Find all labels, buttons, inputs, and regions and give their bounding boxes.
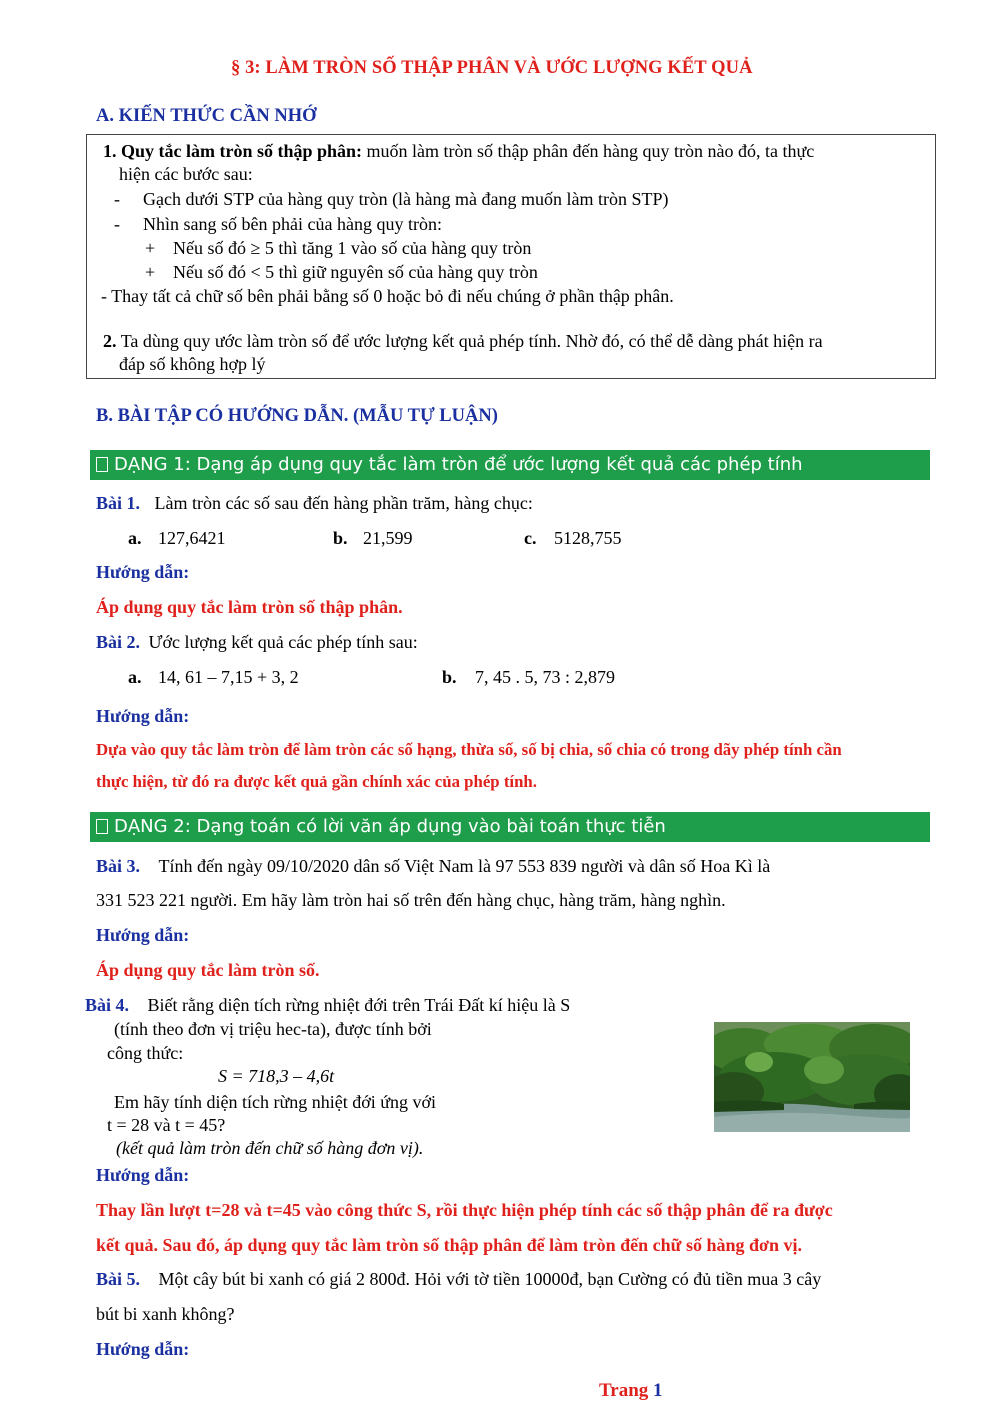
sub2-text: Nếu số đó < 5 thì giữ nguyên số của hàng quy tròn bbox=[173, 262, 538, 282]
bai5-label: Bài 5. bbox=[96, 1269, 141, 1289]
bai1-label: Bài 1. bbox=[96, 493, 141, 513]
bai4-line6: (kết quả làm tròn đến chữ số hàng đơn vị). bbox=[116, 1138, 424, 1158]
bai2-a-label: a. bbox=[128, 667, 142, 687]
hint-4-line1: Thay lần lượt t=28 và t=45 vào công thức S, rồi thực hiện phép tính các số thập phân để ra được bbox=[96, 1200, 833, 1220]
bai2-text: Ước lượng kết quả các phép tính sau: bbox=[148, 632, 418, 652]
rule2-text: Ta dùng quy ước làm tròn số để ước lượng kết quả phép tính. Nhờ đó, có thể dễ dàng phát hiện ra bbox=[120, 331, 823, 351]
checkbox-glyph-icon bbox=[96, 457, 108, 472]
bai5-line1 bbox=[96, 1269, 821, 1290]
hint-1: Áp dụng quy tắc làm tròn số thập phân. bbox=[96, 597, 403, 617]
rule1-line1 bbox=[103, 141, 814, 162]
hint-2-line2: thực hiện, từ đó ra được kết quả gần chính xác của phép tính. bbox=[96, 772, 537, 791]
bai1-a-label: a. bbox=[128, 528, 142, 548]
rule1-rest: muốn làm tròn số thập phân đến hàng quy tròn nào đó, ta thực bbox=[366, 141, 815, 161]
bai4-text1: Biết rằng diện tích rừng nhiệt đới trên Trái Đất kí hiệu là S bbox=[147, 995, 571, 1015]
rule2-line1 bbox=[103, 331, 823, 352]
huong-dan-5: Hướng dẫn: bbox=[96, 1339, 190, 1359]
page-footer bbox=[599, 1380, 663, 1402]
bai4-label: Bài 4. bbox=[85, 995, 130, 1015]
bai3-label: Bài 3. bbox=[96, 856, 141, 876]
bai2-line bbox=[96, 632, 418, 653]
rainforest-river-photo bbox=[714, 1022, 910, 1132]
bai4-formula: S = 718,3 – 4,6t bbox=[218, 1066, 335, 1086]
bai2-a-expr: 14, 61 – 7,15 + 3, 2 bbox=[158, 667, 299, 687]
rule2-line2: đáp số không hợp lý bbox=[119, 354, 266, 374]
rule2-number: 2. bbox=[103, 331, 117, 351]
rule1-bold: Quy tắc làm tròn số thập phân: bbox=[121, 141, 363, 161]
bai1-b-label: b. bbox=[333, 528, 348, 548]
page-footer-label: Trang bbox=[599, 1380, 649, 1401]
bai2-b-expr: 7, 45 . 5, 73 : 2,879 bbox=[475, 667, 616, 687]
step1-text: Gạch dưới STP của hàng quy tròn (là hàng mà đang muốn làm tròn STP) bbox=[143, 189, 669, 209]
section-a-heading: A. KIẾN THỨC CẦN NHỚ bbox=[96, 106, 317, 126]
bai1-text: Làm tròn các số sau đến hàng phần trăm, hàng chục: bbox=[154, 493, 533, 513]
huong-dan-2: Hướng dẫn: bbox=[96, 706, 190, 726]
sub1-plus: + bbox=[145, 238, 156, 258]
bai1-line bbox=[96, 493, 533, 514]
rule1-number: 1. bbox=[103, 141, 117, 161]
dang2-text: DẠNG 2: Dạng toán có lời văn áp dụng vào bài toán thực tiễn bbox=[114, 816, 666, 837]
rule1-line2: hiện các bước sau: bbox=[119, 164, 253, 184]
dang1-text: DẠNG 1: Dạng áp dụng quy tắc làm tròn để ước lượng kết quả các phép tính bbox=[114, 454, 803, 475]
bai2-label: Bài 2. bbox=[96, 632, 141, 652]
bai1-a-value: 127,6421 bbox=[158, 528, 226, 548]
hint-4-line2: kết quả. Sau đó, áp dụng quy tắc làm tròn số thập phân để làm tròn đến chữ số hàng đơn vị. bbox=[96, 1235, 802, 1255]
bai4-line3: công thức: bbox=[107, 1043, 184, 1063]
sub2-plus: + bbox=[145, 262, 156, 282]
bai1-b-value: 21,599 bbox=[363, 528, 413, 548]
huong-dan-4: Hướng dẫn: bbox=[96, 1165, 190, 1185]
bai1-c-label: c. bbox=[524, 528, 537, 548]
bai4-line4: Em hãy tính diện tích rừng nhiệt đới ứng với bbox=[114, 1092, 437, 1112]
bai4-line5: t = 28 và t = 45? bbox=[107, 1115, 226, 1135]
step2-text: Nhìn sang số bên phải của hàng quy tròn: bbox=[143, 214, 442, 234]
huong-dan-1: Hướng dẫn: bbox=[96, 562, 190, 582]
bai3-text1: Tính đến ngày 09/10/2020 dân số Việt Nam là 97 553 839 người và dân số Hoa Kì là bbox=[158, 856, 771, 876]
page-title: § 3: LÀM TRÒN SỐ THẬP PHÂN VÀ ƯỚC LƯỢNG KẾT QUẢ bbox=[231, 58, 753, 78]
hint-3: Áp dụng quy tắc làm tròn số. bbox=[96, 960, 320, 980]
bai5-line2: bút bi xanh không? bbox=[96, 1304, 235, 1324]
bai4-line1 bbox=[85, 995, 570, 1016]
dang1-bar bbox=[90, 450, 930, 480]
checkbox-glyph-icon bbox=[96, 819, 108, 834]
bai5-text1: Một cây bút bi xanh có giá 2 800đ. Hỏi với tờ tiền 10000đ, bạn Cường có đủ tiền mua 3 cây bbox=[158, 1269, 822, 1289]
section-b-heading: B. BÀI TẬP CÓ HƯỚNG DẪN. (MẪU TỰ LUẬN) bbox=[96, 406, 498, 426]
bai1-c-value: 5128,755 bbox=[554, 528, 622, 548]
hint-2-line1: Dựa vào quy tắc làm tròn để làm tròn các số hạng, thừa số, số bị chia, số chia có trong dãy phép tính cần bbox=[96, 740, 842, 759]
dang2-bar bbox=[90, 812, 930, 842]
step3-text: - Thay tất cả chữ số bên phải bằng số 0 hoặc bỏ đi nếu chúng ở phần thập phân. bbox=[101, 286, 674, 306]
huong-dan-3: Hướng dẫn: bbox=[96, 925, 190, 945]
step2-dash: - bbox=[114, 214, 120, 234]
step1-dash: - bbox=[114, 189, 120, 209]
bai3-line2: 331 523 221 người. Em hãy làm tròn hai số trên đến hàng chục, hàng trăm, hàng nghìn. bbox=[96, 890, 726, 910]
bai3-line1 bbox=[96, 856, 770, 877]
page-footer-number: 1 bbox=[653, 1380, 663, 1401]
sub1-text: Nếu số đó ≥ 5 thì tăng 1 vào số của hàng quy tròn bbox=[173, 238, 532, 258]
bai2-b-label: b. bbox=[442, 667, 457, 687]
bai4-line2: (tính theo đơn vị triệu hec-ta), được tính bởi bbox=[114, 1019, 432, 1039]
